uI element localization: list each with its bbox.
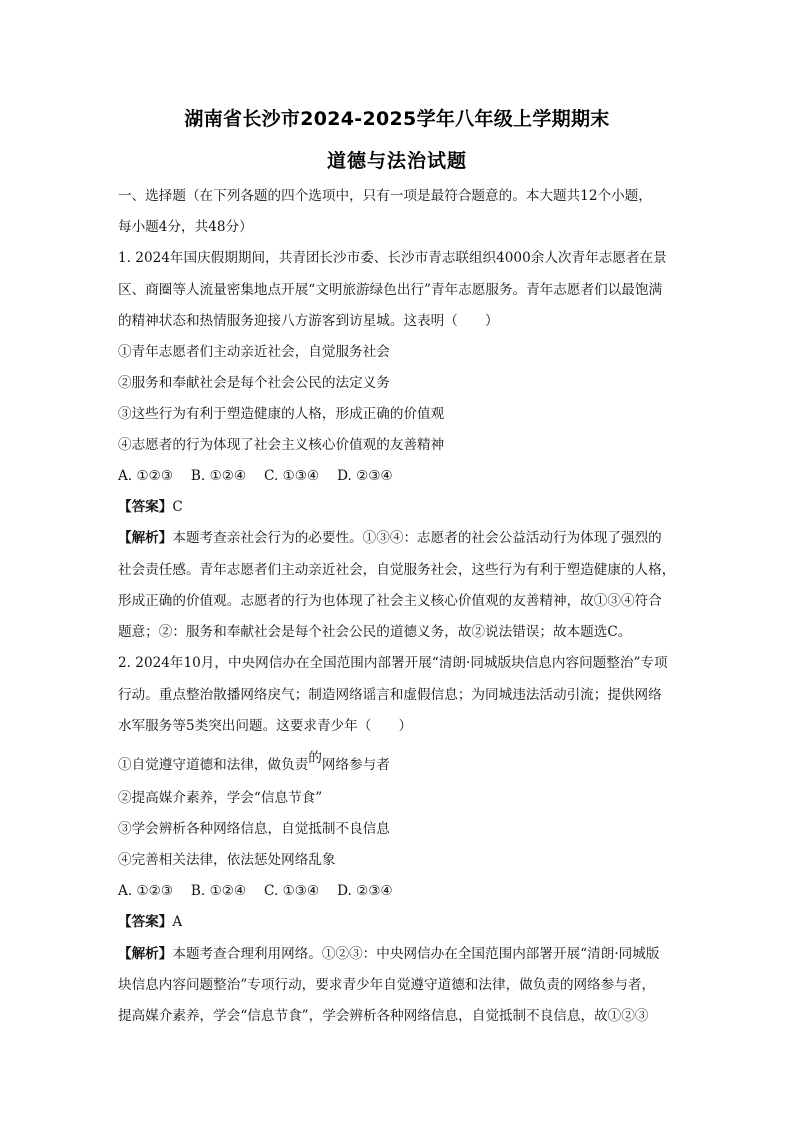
- q1-option: ④志愿者的行为体现了社会主义核心价值观的友善精神: [118, 437, 445, 453]
- q2-option: [118, 750, 390, 775]
- q2-stem-line: 2. 2024年10月，中央网信办在全国范围内部署开展“清朗·同城版块信息内容问题整治”专项: [118, 655, 668, 671]
- answer-value: A: [172, 914, 183, 930]
- section-heading: 一、选择题（在下列各题的四个选项中，只有一项是最符合题意的。本大题共12个小题，: [118, 188, 652, 204]
- q1-analysis: [118, 528, 662, 548]
- q2-analysis-line: 块信息内容问题整治”专项行动，要求青少年自觉遵守道德和法律，做负责的网络参与者，: [118, 977, 656, 993]
- analysis-tag: 【解析】: [118, 946, 173, 962]
- q1-analysis-line: 形成正确的价值观。志愿者的行为也体现了社会主义核心价值观的友善精神，故①③④符合: [118, 593, 662, 609]
- q2-option: ②提高媒介素养，学会“信息节食”: [118, 790, 323, 806]
- section-heading-cont: 每小题4分，共48分）: [118, 219, 253, 235]
- q2-option-text: 网络参与者: [321, 757, 390, 773]
- q2-stem-line: 水军服务等5类突出问题。这要求青少年（ ）: [118, 718, 413, 734]
- q2-answer: [118, 912, 182, 932]
- q1-option: ①青年志愿者们主动亲近社会，自觉服务社会: [118, 344, 390, 360]
- answer-tag: 【答案】: [118, 914, 173, 930]
- answer-tag: 【答案】: [118, 499, 173, 515]
- q2-option-text: ①自觉遵守道德和法律，做负责: [118, 757, 309, 773]
- exam-subtitle: 道德与法治试题: [326, 150, 467, 172]
- q2-option-misplaced-char: 的: [308, 750, 322, 766]
- q1-stem-line: 1. 2024年国庆假期期间，共青团长沙市委、长沙市青志联组织4000余人次青年志愿者在景: [118, 250, 667, 266]
- q1-analysis-line: 社会责任感。青年志愿者们主动亲近社会，自觉服务社会，这些行为有利于塑造健康的人格，: [118, 562, 676, 578]
- q2-analysis-line: 提高媒介素养，学会“信息节食”，学会辨析各种网络信息，自觉抵制不良信息，故①②③: [118, 1008, 649, 1024]
- q1-option: ③这些行为有利于塑造健康的人格，形成正确的价值观: [118, 406, 445, 422]
- analysis-tag: 【解析】: [118, 530, 173, 546]
- q1-answer: [118, 497, 183, 517]
- q2-choices: A. ①②③ B. ①②④ C. ①③④ D. ②③④: [118, 883, 393, 899]
- q2-stem-line: 行动。重点整治散播网络戾气；制造网络谣言和虚假信息；为同城违法活动引流；提供网络: [118, 687, 662, 703]
- answer-value: C: [172, 499, 183, 515]
- analysis-text: 本题考查亲社会行为的必要性。①③④：志愿者的社会公益活动行为体现了强烈的: [172, 530, 662, 546]
- q1-stem-line: 的精神状态和热情服务迎接八方游客到访星城。这表明（ ）: [118, 313, 499, 329]
- q1-stem-line: 区、商圈等人流量密集地点开展“文明旅游绿色出行”青年志愿服务。青年志愿者们以最饱满: [118, 282, 663, 298]
- q1-choices: A. ①②③ B. ①②④ C. ①③④ D. ②③④: [118, 468, 393, 484]
- q2-analysis: [118, 944, 659, 964]
- analysis-text: 本题考查合理利用网络。①②③：中央网信办在全国范围内部署开展“清朗·同城版: [172, 946, 660, 962]
- q1-analysis-line: 题意；②：服务和奉献社会是每个社会公民的道德义务，故②说法错误；故本题选C。: [118, 624, 632, 640]
- q1-option: ②服务和奉献社会是每个社会公民的法定义务: [118, 375, 390, 391]
- exam-title: 湖南省长沙市2024-2025学年八年级上学期期末: [184, 108, 610, 130]
- q2-option: ③学会辨析各种网络信息，自觉抵制不良信息: [118, 821, 390, 837]
- q2-option: ④完善相关法律，依法惩处网络乱象: [118, 852, 336, 868]
